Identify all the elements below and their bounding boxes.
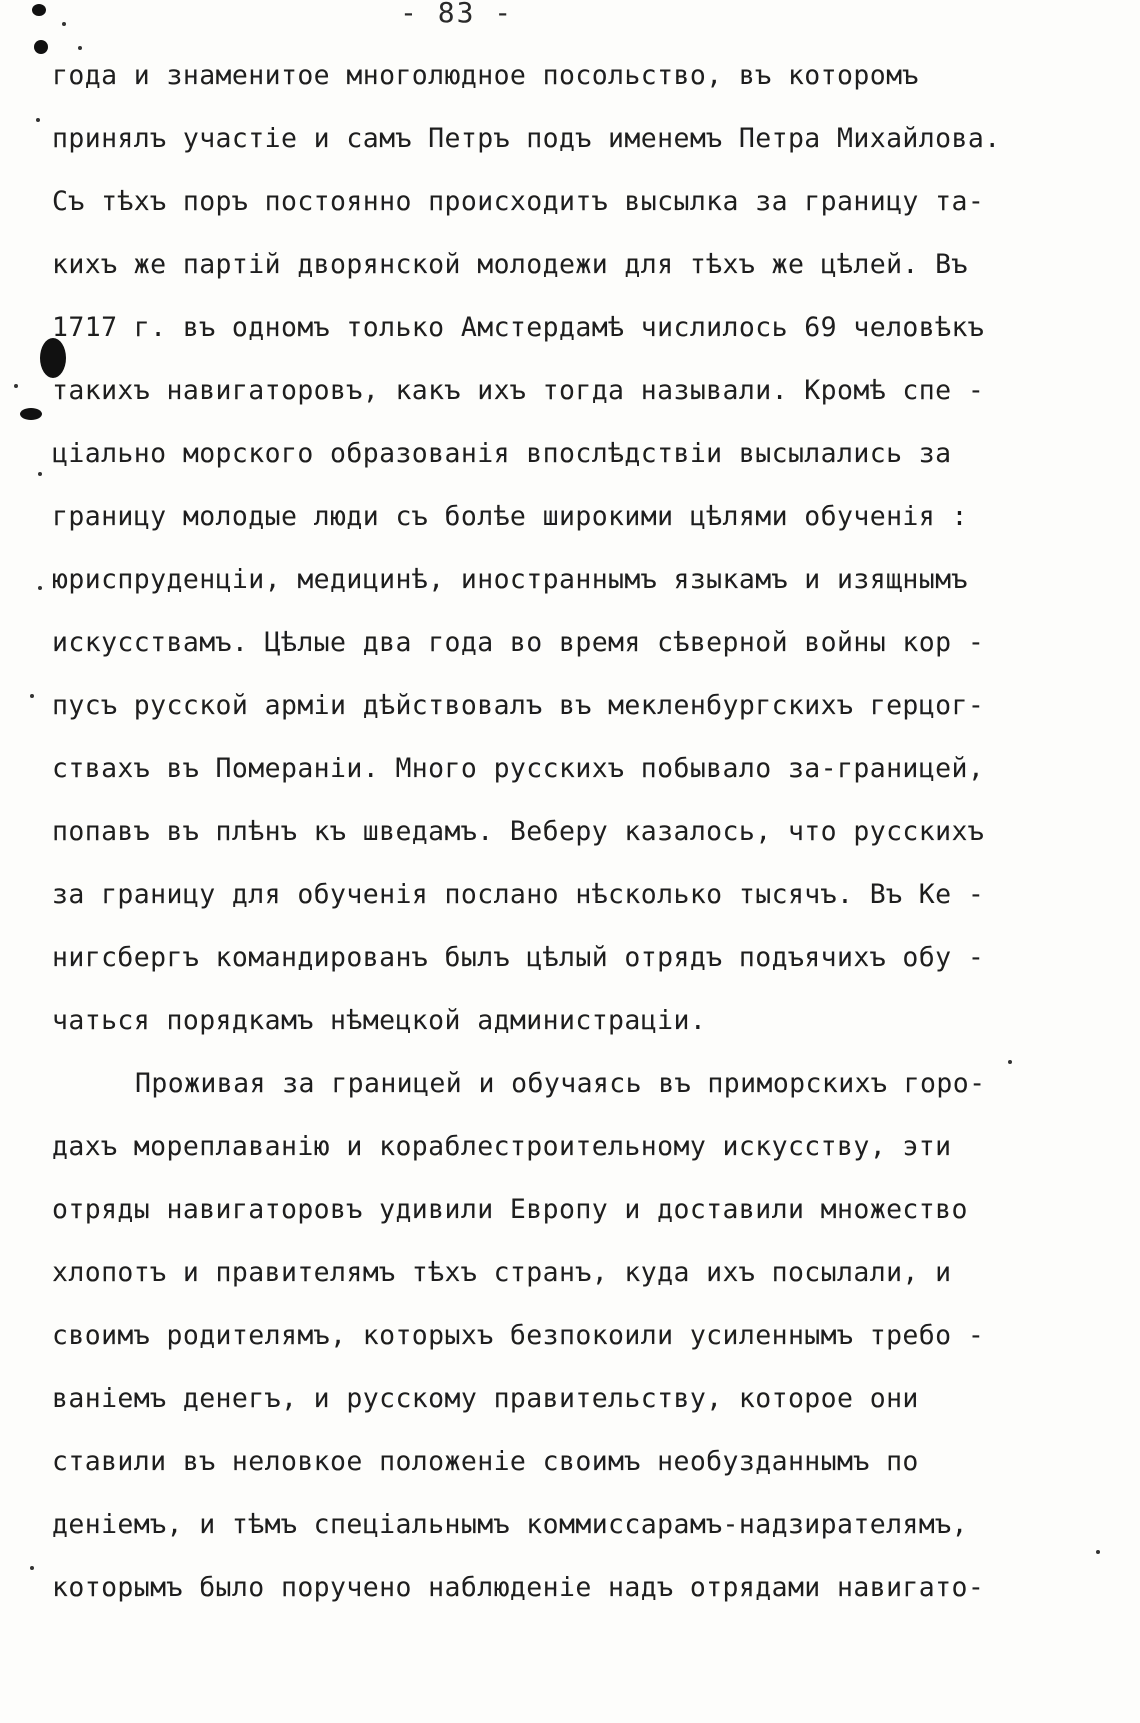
ink-speck (30, 1566, 34, 1570)
text-line: ваніемъ денегъ, и русскому правительству, которое они (52, 1383, 919, 1414)
text-line: своимъ родителямъ, которыхъ безпокоили усиленнымъ требо - (52, 1320, 985, 1351)
ink-blot (40, 338, 66, 378)
ink-speck (78, 46, 82, 50)
text-line: такихъ навигаторовъ, какъ ихъ тогда называли. Кромѣ спе - (52, 375, 985, 406)
ink-speck (30, 694, 34, 698)
text-line: границу молодые люди съ болѣе широкими цѣлями обученія : (52, 501, 968, 532)
text-line: которымъ было поручено наблюденіе надъ отрядами навигато- (52, 1572, 985, 1603)
ink-speck (1096, 1550, 1100, 1554)
text-line: пусъ русской арміи дѣйствовалъ въ мекленбургскихъ герцог- (52, 690, 985, 721)
ink-speck (36, 118, 40, 122)
text-line: деніемъ, и тѣмъ спеціальнымъ коммиссарамъ-надзирателямъ, (52, 1509, 968, 1540)
text-line: нигсбергъ командированъ былъ цѣлый отрядъ подъячихъ обу - (52, 942, 985, 973)
ink-speck (38, 472, 42, 476)
text-line: ставили въ неловкое положеніе своимъ необузданнымъ по (52, 1446, 919, 1477)
text-line: дахъ мореплаванію и кораблестроительному искусству, эти (52, 1131, 952, 1162)
text-line: кихъ же партій дворянской молодежи для тѣхъ же цѣлей. Въ (52, 249, 968, 280)
text-line: 1717 г. въ одномъ только Амстердамѣ числилось 69 человѣкъ (52, 312, 985, 343)
text-line: Съ тѣхъ поръ постоянно происходитъ высылка за границу та- (52, 186, 985, 217)
page-number: - 83 - (400, 0, 514, 29)
paragraph-start-line: Проживая за границей и обучаясь въ приморскихъ горо- (135, 1068, 986, 1099)
text-line: года и знаменитое многолюдное посольство, въ которомъ (52, 60, 919, 91)
ink-speck (1008, 1060, 1012, 1064)
text-line: ціально морского образованія впослѣдствіи высылались за (52, 438, 952, 469)
text-line: чаться порядкамъ нѣмецкой администраціи. (52, 1005, 707, 1036)
ink-blot (34, 40, 48, 54)
ink-speck (14, 384, 18, 388)
text-line: хлопотъ и правителямъ тѣхъ странъ, куда ихъ посылали, и (52, 1257, 952, 1288)
text-line: ствахъ въ Помераніи. Много русскихъ побывало за-границей, (52, 753, 985, 784)
ink-speck (38, 586, 42, 590)
text-line: за границу для обученія послано нѣсколько тысячъ. Въ Ке - (52, 879, 985, 910)
ink-speck (62, 22, 66, 26)
text-line: принялъ участіе и самъ Петръ подъ именемъ Петра Михайлова. (52, 123, 1001, 154)
text-line: искусствамъ. Цѣлые два года во время сѣверной войны кор - (52, 627, 985, 658)
text-line: отряды навигаторовъ удивили Европу и доставили множество (52, 1194, 968, 1225)
text-line: попавъ въ плѣнъ къ шведамъ. Веберу казалось, что русскихъ (52, 816, 985, 847)
ink-blot (20, 408, 42, 420)
ink-blot (32, 4, 46, 16)
text-line: юриспруденціи, медицинѣ, иностраннымъ языкамъ и изящнымъ (52, 564, 968, 595)
